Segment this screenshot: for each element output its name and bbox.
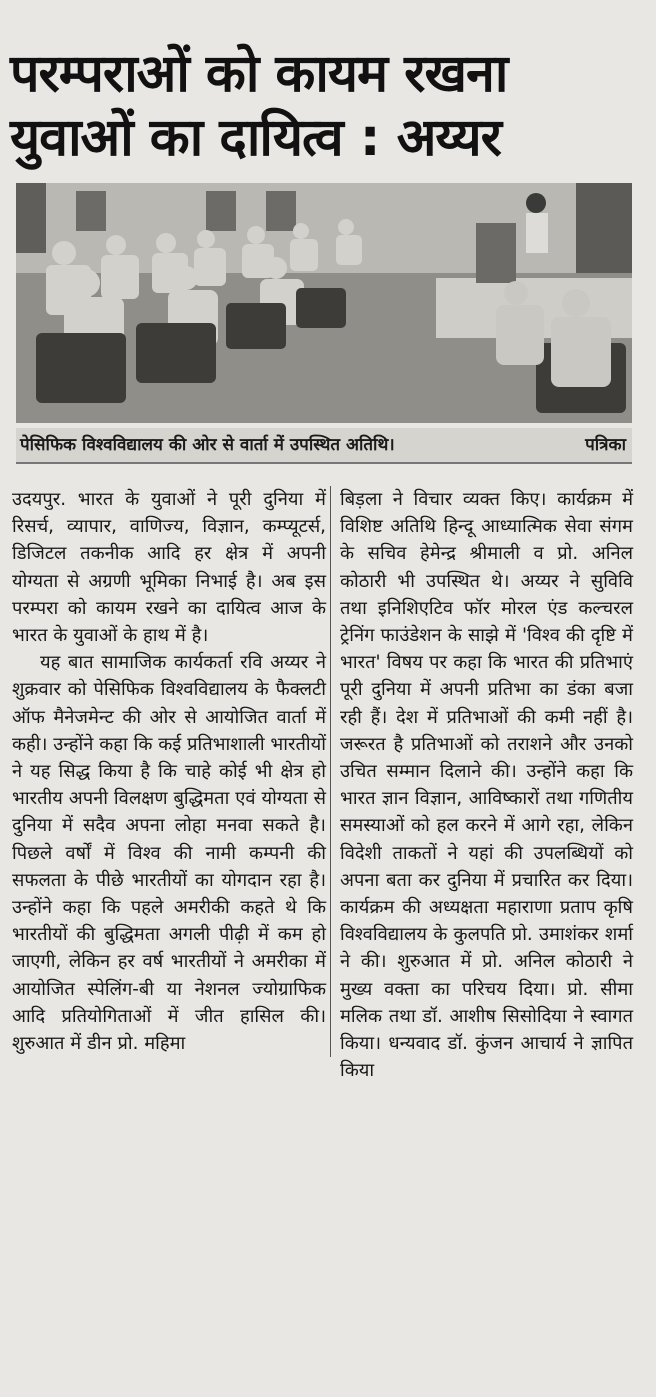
article-paragraph: बिड़ला ने विचार व्यक्त किए। कार्यक्रम में विशिष्ट अतिथि हिन्दू आध्यात्मिक सेवा संगम के सचिव हेमेन्द्र श्रीमाली व प्रो. अनिल कोठारी भी उपस्थित थे। अय्यर ने सुविवि तथा इनिशिएटिव फॉर मोरल एंड कल्चरल ट्रेनिंग फाउंडेशन के साझे में 'विश्व की दृष्टि में भारत' विषय पर कहा कि भारत की प्रतिभाएं पूरी दुनिया में अपनी प्रतिभा का डंका बजा रही हैं। देश में प्रतिभाओं की कमी नहीं है। जरूरत है प्रतिभाओं को तराशने और उनको उचित सम्मान दिलाने की। उन्होंने कहा कि भारत ज्ञान विज्ञान, आविष्कारों तथा गणितीय समस्याओं को हल करने में आगे रहा, लेकिन विदेशी ताकतों ने यहां की उपलब्धियों को अपना बता कर दुनिया में प्रचारित कर दिया। कार्यक्रम की अध्यक्षता महाराणा प्रताप कृषि विश्वविद्यालय के कुलपति प्रो. उमाशंकर शर्मा ने की। शुरुआत में प्रो. अनिल कोठारी ने मुख्य वक्ता का परिचय दिया। प्रो. सीमा मलिक तथा डॉ. आशीष सिसोदिया ने स्वागत किया। धन्यवाद डॉ. कुंजन आचार्य ने ज्ञापित किया <box>340 489 634 1082</box>
article-paragraph: उदयपुर. भारत के युवाओं ने पूरी दुनिया में रिसर्च, व्यापार, वाणिज्य, विज्ञान, कम्प्यूटर्स, डिजिटल तकनीक आदि हर क्षेत्र में अपनी योग्यता से अग्रणी भूमिका निभाई है। अब इस परम्परा को कायम रखने का दायित्व आज के भारत के युवाओं के हाथ में है। <box>12 489 326 647</box>
headline-line-2: युवाओं का दायित्व : अय्यर <box>10 108 501 169</box>
event-photo <box>16 183 632 423</box>
photo-caption: पेसिफिक विश्वविद्यालय की ओर से वार्ता में उपस्थित अतिथि। <box>20 435 395 455</box>
photo-caption-bar <box>16 428 632 464</box>
article-column-left <box>12 486 331 1057</box>
photo-credit: पत्रिका <box>585 435 626 455</box>
headline-line-1: परम्पराओं को कायम रखना <box>10 44 508 105</box>
audience-photo-illustration <box>16 183 632 423</box>
headline <box>10 43 630 169</box>
article-column-right <box>340 486 633 1084</box>
article-paragraph: यह बात सामाजिक कार्यकर्ता रवि अय्यर ने शुक्रवार को पेसिफिक विश्वविद्यालय के फैक्लटी ऑफ मैनेजमेन्ट की ओर से आयोजित वार्ता में कही। उन्होंने कहा कि कई प्रतिभाशाली भारतीयों ने यह सिद्ध किया है कि चाहे कोई भी क्षेत्र हो भारतीय अपनी विलक्षण बुद्धिमता एवं योग्यता से दुनिया में सदैव अपना लोहा मनवा सकते है। पिछले वर्षों में विश्व की नामी कम्पनी की सफलता के पीछे भारतीयों का योगदान रहा है। उन्होंने कहा कि पहले अमरीकी कहते थे कि भारतीयों की बुद्धिमता अगली पीढ़ी में कम हो जाएगी, लेकिन हर वर्ष भारतीयों ने अमरीका में आयोजित स्पेलिंग-बी या नेशनल ज्योग्राफिक आदि प्रतियोगिताओं में जीत हासिल की। शुरुआत में डीन प्रो. महिमा <box>12 652 326 1055</box>
